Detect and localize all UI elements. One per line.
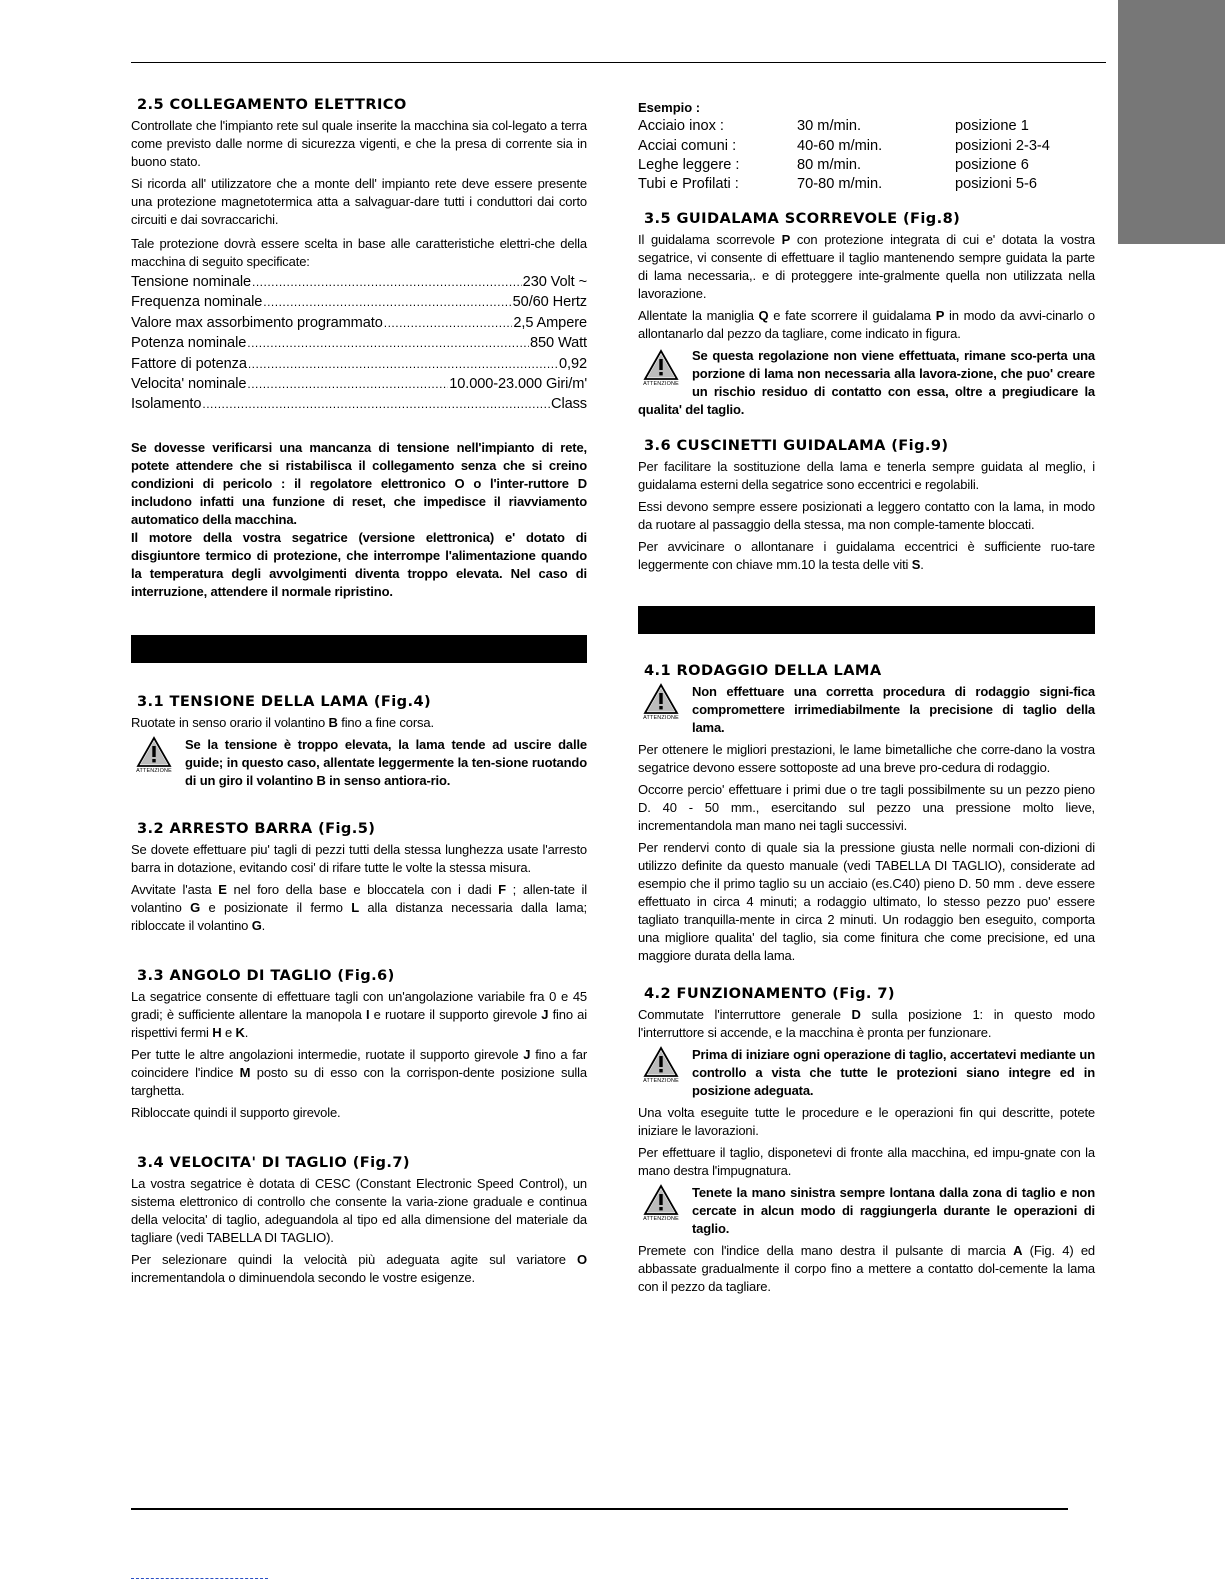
paragraph: Per facilitare la sostituzione della lama e tenerla sempre guidata al meglio, i guidalama esterni della segatrice sono eccentrici e regolabili.	[638, 459, 1095, 493]
paragraph: Commutate l'interruttore generale D sulla posizione 1: in questo modo l'interruttore si accende, e la macchina è pronta per funzionare.	[638, 1007, 1095, 1041]
warning-box	[638, 347, 1095, 419]
spec-row: Potenza nominale ..... 850 Watt	[131, 333, 587, 353]
warning-text: Prima di iniziare ogni operazione di taglio, accertatevi mediante un controllo a vista che tutte le protezioni siano integre ed in posizione adeguata.	[692, 1047, 1095, 1099]
paragraph: Essi devono sempre essere posizionati a leggero contatto con la lama, in modo da ruotare al passaggio della stessa, ma non comple-tamente bloccati.	[638, 499, 1095, 533]
left-column	[131, 96, 587, 1291]
section-title: 3.4 VELOCITA' DI TAGLIO (Fig.7)	[137, 1153, 410, 1171]
spec-row: Velocita' nominale ..... 10.000-23.000 Giri/m'	[131, 374, 587, 394]
chapter-bar	[638, 606, 1095, 634]
section-title: 3.5 GUIDALAMA SCORREVOLE (Fig.8)	[644, 210, 961, 228]
warning-box	[638, 683, 1095, 737]
paragraph: Controllate che l'impianto rete sul quale inserite la macchina sia col-legato a terra come previsto dalle norme di sicurezza vigenti, e che la presa di corrente sia in buono stato.	[131, 118, 587, 169]
warning-caption: ATTENZIONE	[136, 767, 172, 774]
section-title: 3.6 CUSCINETTI GUIDALAMA (Fig.9)	[644, 437, 949, 455]
paragraph: Per ottenere le migliori prestazioni, le lame bimetalliche che corre-dano la vostra segatrice devono essere sottoposte ad una breve pro-cedura di rodaggio.	[638, 742, 1095, 776]
chapter-bar	[131, 635, 587, 663]
warning-icon	[638, 349, 684, 388]
example-row: Tubi e Profilati : 70-80 m/min. posizioni 5-6	[638, 176, 1037, 193]
paragraph: Occorre percio' effettuare i primi due o tre tagli possibilmente su un pezzo pieno D. 40 - 50 mm., esercitando sul pezzo una pressione molto lieve, incrementandola man mano nei tagli successivi.	[638, 782, 1095, 834]
warning-caption: ATTENZIONE	[643, 1078, 679, 1085]
spec-row: Isolamento ..... Class	[131, 394, 587, 414]
example-row: Acciai comuni : 40-60 m/min. posizioni 2-3-4	[638, 137, 1050, 154]
example-row: Acciaio inox : 30 m/min. posizione 1	[638, 118, 1029, 135]
paragraph: Per avvicinare o allontanare i guidalama eccentrici è sufficiente ruo-tare leggermente con chiave mm.10 la testa delle viti S.	[638, 539, 1095, 573]
paragraph: Se dovete effettuare piu' tagli di pezzi tutti della stessa lunghezza usate l'arresto barra in dotazione, evitando cosi' di rifare tutte le volte la stessa misura.	[131, 841, 587, 875]
spec-row: Frequenza nominale ..... 50/60 Hertz	[131, 292, 587, 312]
paragraph: Allentate la maniglia Q e fate scorrere il guidalama P in modo da avvi-cinarlo o allontanarlo dal pezzo da tagliare, come indicato in figura.	[638, 308, 1095, 342]
warning-icon	[638, 1046, 684, 1085]
paragraph: Ruotate in senso orario il volantino B fino a fine corsa.	[131, 714, 434, 730]
spec-row: Fattore di potenza ..... 0,92	[131, 354, 587, 374]
paragraph: Il guidalama scorrevole P con protezione integrata di cui e' dotata la vostra segatrice, vi consente di effettuare il taglio mantenendo sempre guidata la parte di lama necessaria,. e di proteggere inte-gralmente quella non utilizzata nella lavorazione.	[638, 232, 1096, 302]
paragraph: Ribloccate quindi il supporto girevole.	[131, 1104, 341, 1120]
section-title: 3.1 TENSIONE DELLA LAMA (Fig.4)	[137, 692, 432, 710]
bottom-rule	[131, 1508, 1068, 1510]
warning-caption: ATTENZIONE	[643, 715, 679, 722]
warning-text: Se la tensione è troppo elevata, la lama tende ad uscire dalle guide; in questo caso, allentate leggermente la ten-sione ruotando di un giro il volantino B in senso antiora-rio.	[185, 736, 587, 788]
spec-row: Tensione nominale ..... 230 Volt ~	[131, 272, 587, 292]
section-title: 3.3 ANGOLO DI TAGLIO (Fig.6)	[137, 966, 395, 984]
page-link[interactable]	[131, 1578, 268, 1579]
warning-icon	[131, 736, 177, 775]
warning-caption: ATTENZIONE	[643, 1216, 679, 1223]
spec-row: Valore max assorbimento programmato ..... 2,5 Ampere	[131, 313, 587, 333]
warning-box	[638, 1046, 1095, 1100]
paragraph: Per rendervi conto di quale sia la pressione giusta nelle normali con-dizioni di utilizzo definite da questo manuale (vedi TABELLA DI TAGLIO), considerate ad esempio che il primo taglio su un acciaio (es.C40) pieno D. 50 mm . deve essere effettuato in circa 4 minuti; a rodaggio ultimato, lo stesso pezzo puo' essere tagliato tranquilla-mente in circa 2 minuti. Un rodaggio ben eseguito, comporta una migliore qualita' del taglio, sia come finitura che come precisione, ed una maggiore durata della lama.	[638, 840, 1095, 964]
top-rule	[131, 62, 1106, 63]
paragraph: Per tutte le altre angolazioni intermedie, ruotate il supporto girevole J fino a far coincidere l'indice M posto su di esso con la corrispon-dente posizione sulla targhetta.	[131, 1046, 587, 1098]
example-row: Leghe leggere : 80 m/min. posizione 6	[638, 156, 1029, 173]
paragraph: Una volta eseguite tutte le procedure e le operazioni fin qui descritte, potete iniziare le lavorazioni.	[638, 1105, 1095, 1139]
section-title: 3.2 ARRESTO BARRA (Fig.5)	[137, 819, 376, 837]
section-title: 4.1 RODAGGIO DELLA LAMA	[644, 662, 882, 680]
paragraph: La segatrice consente di effettuare tagli con un'angolazione variabile fra 0 e 45 gradi; è sufficiente allentare la manopola I e ruotare il supporto girevole J fino ai rispettivi fermi H e K.	[131, 988, 588, 1040]
bold-paragraph: Il motore della vostra segatrice (versione elettronica) e' dotato di disgiuntore termico di protezione, che interrompe l'alimentazione quando la temperatura degli avvolgimenti diventa troppo elevata. Nel caso di interruzione, attendere il normale ripristino.	[131, 529, 587, 599]
paragraph: Tale protezione dovrà essere scelta in base alle caratteristiche elettri-che della macchina di seguito specificate:	[131, 236, 587, 269]
spec-list	[131, 272, 587, 415]
paragraph: Si ricorda all' utilizzatore che a monte dell' impianto rete deve essere presente una protezione magnetotermica atta a salvaguar-dare tutti i conduttori dai corto circuiti e dai sovraccarichi.	[131, 176, 587, 227]
warning-caption: ATTENZIONE	[643, 381, 679, 388]
bold-paragraph: Se dovesse verificarsi una mancanza di tensione nell'impianto di rete, potete attendere che si ristabilisca il collegamento senza che si creino condizioni di pericolo : il regolatore elettronico O o l'inter-ruttore D includono infatti una funzione di reset, che impedisce il riavviamento automatico della macchina.	[131, 439, 587, 527]
paragraph: Per effettuare il taglio, disponetevi di fronte alla macchina, ed impu-gnate con la mano destra l'impugnatura.	[638, 1145, 1095, 1179]
paragraph: Premete con l'indice della mano destra il pulsante di marcia A (Fig. 4) ed abbassate gradualmente il corpo fino a mettere a contatto dol-cemente la lama con il pezzo da tagliare.	[638, 1243, 1095, 1295]
warning-icon	[638, 683, 684, 722]
section-title: 2.5 COLLEGAMENTO ELETTRICO	[137, 96, 407, 113]
speed-example	[638, 98, 1095, 194]
warning-text: Tenete la mano sinistra sempre lontana dalla zona di taglio e non cercate in alcun modo di raggiungerla durante le operazioni di taglio.	[692, 1185, 1095, 1237]
warning-text: Se questa regolazione non viene effettuata, rimane sco-perta una porzione di lama non necessaria alla lavora-zione, che puo' creare un rischio residuo di contatto con essa, oltre a pregiudicare la qualita' del taglio.	[638, 348, 1095, 418]
paragraph: Avvitate l'asta E nel foro della base e bloccatela con i dadi F ; allen-tate il volantino G e posizionate il fermo L alla distanza necessaria dalla lama; ribloccate il volantino G.	[131, 881, 587, 933]
warning-box	[638, 1184, 1095, 1238]
right-column	[638, 98, 1095, 1300]
section-title: 4.2 FUNZIONAMENTO (Fig. 7)	[644, 985, 895, 1003]
paragraph: La vostra segatrice è dotata di CESC (Constant Electronic Speed Control), un sistema elettronico di controllo che consente la varia-zione graduale e continua della velocita' di taglio, adeguandola al tipo ed alla dimensione del materiale da tagliare (vedi TABELLA DI TAGLIO).	[131, 1175, 587, 1245]
warning-text: Non effettuare una corretta procedura di rodaggio signi-fica compromettere irrimediabilmente la precisione di taglio della lama.	[692, 684, 1095, 736]
example-title: Esempio :	[638, 100, 701, 115]
paragraph: Per selezionare quindi la velocità più adeguata agite sul variatore O incrementandola o diminuendola secondo le vostre esigenze.	[131, 1251, 587, 1285]
language-tab	[1118, 0, 1225, 244]
warning-box	[131, 736, 587, 790]
warning-icon	[638, 1184, 684, 1223]
